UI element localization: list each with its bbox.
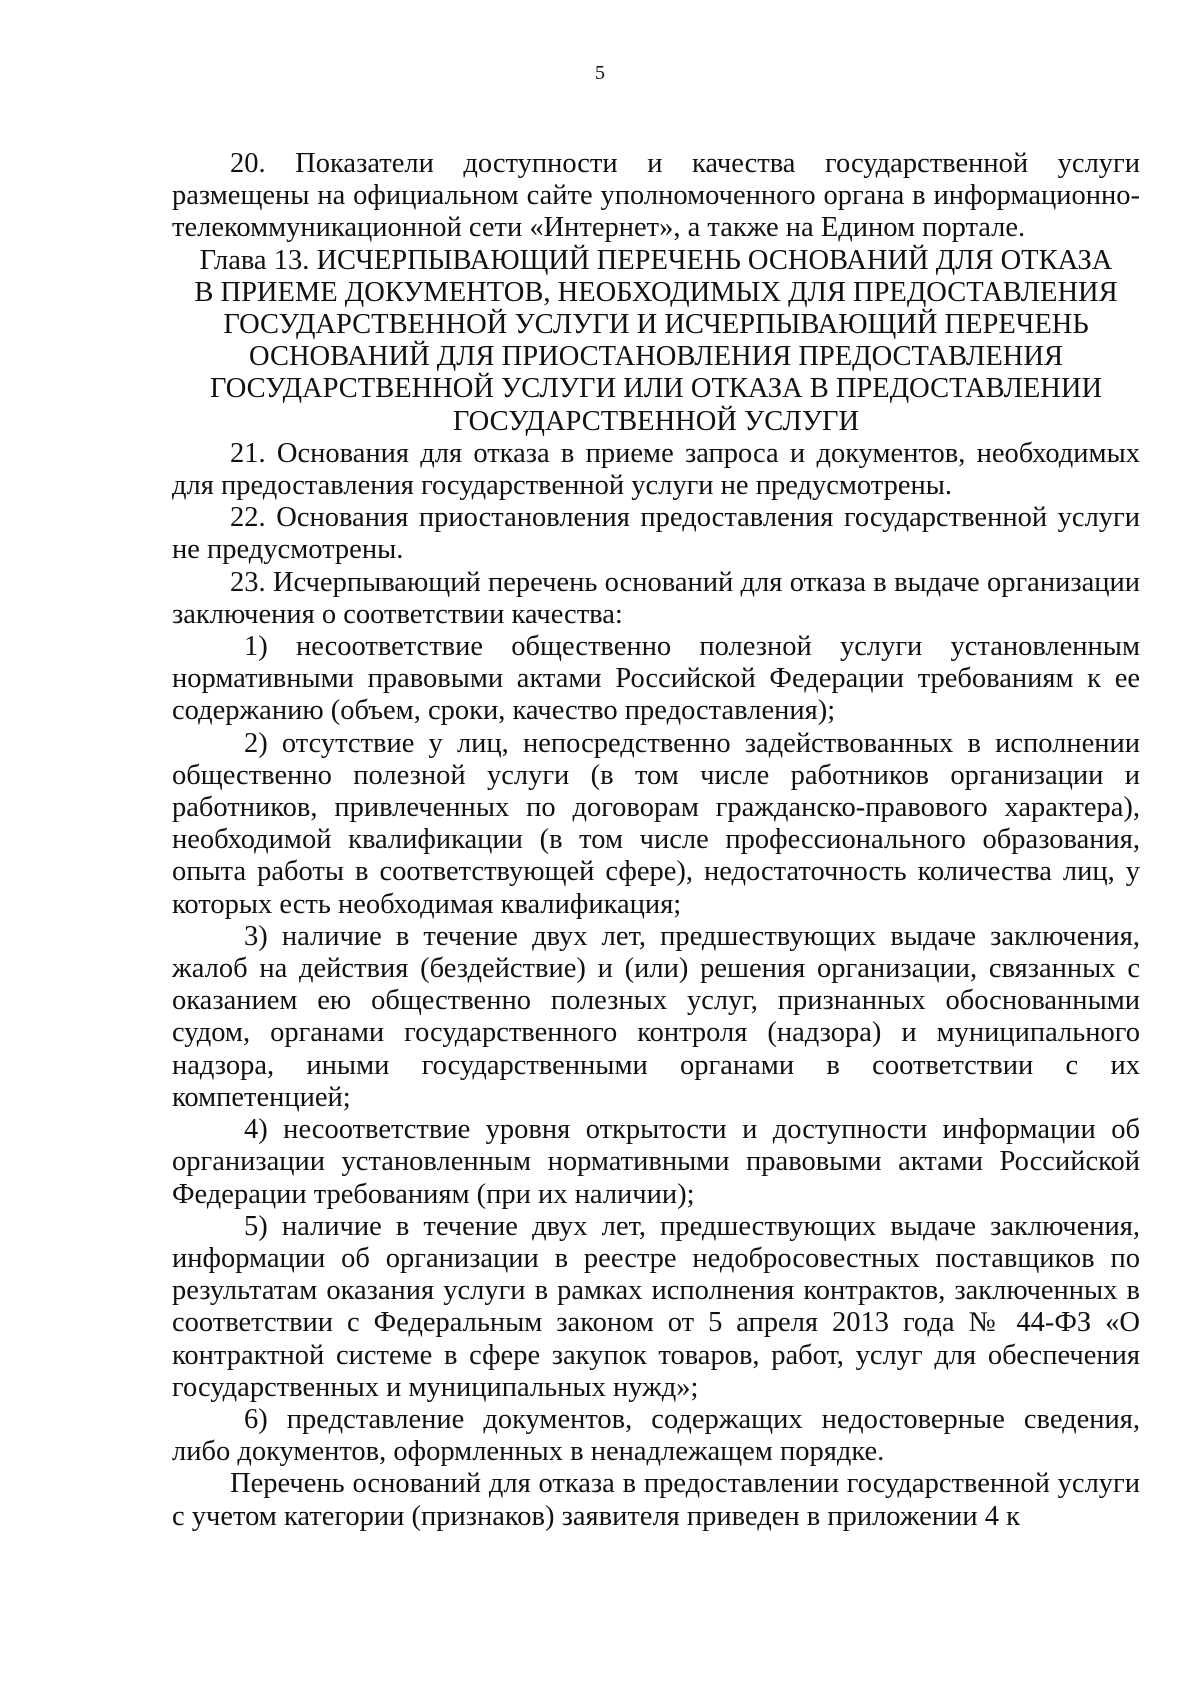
list-item: 1) несоответствие общественно полезной услуги установленным нормативными правовыми актами Российской Федерации требованиям к ее содержанию (объем, сроки, качество предоставления);	[172, 631, 1140, 727]
paragraph-20: 20. Показатели доступности и качества государственной услуги размещены на официальном сайте уполномоченного органа в информационно-телекоммуникационной сети «Интернет», а также на Едином портале.	[172, 148, 1140, 244]
paragraph-23: 23. Исчерпывающий перечень оснований для отказа в выдаче организации заключения о соответствии качества:	[172, 566, 1140, 630]
list-item: 4) несоответствие уровня открытости и доступности информации об организации установленным нормативными правовыми актами Российской Федерации требованиям (при их наличии);	[172, 1114, 1140, 1210]
chapter-title-line: ГОСУДАРСТВЕННОЙ УСЛУГИ ИЛИ ОТКАЗА В ПРЕДОСТАВЛЕНИИ	[209, 373, 1103, 405]
chapter-title-line: Глава 13. ИСЧЕРПЫВАЮЩИЙ ПЕРЕЧЕНЬ ОСНОВАНИЙ ДЛЯ ОТКАЗА	[199, 244, 1113, 276]
chapter-title-line: В ПРИЕМЕ ДОКУМЕНТОВ, НЕОБХОДИМЫХ ДЛЯ ПРЕДОСТАВЛЕНИЯ	[194, 276, 1118, 308]
chapter-title-line: ОСНОВАНИЙ ДЛЯ ПРИОСТАНОВЛЕНИЯ ПРЕДОСТАВЛЕНИЯ	[249, 341, 1063, 373]
chapter-title	[172, 245, 1140, 438]
paragraph-22: 22. Основания приостановления предоставления государственной услуги не предусмотрены.	[172, 502, 1140, 566]
document-body	[172, 148, 1140, 1533]
chapter-title-line: ГОСУДАРСТВЕННОЙ УСЛУГИ И ИСЧЕРПЫВАЮЩИЙ ПЕРЕЧЕНЬ	[223, 309, 1089, 341]
list-item: 6) представление документов, содержащих недостоверные сведения, либо документов, оформленных в ненадлежащем порядке.	[172, 1403, 1140, 1468]
list-item: 2) отсутствие у лиц, непосредственно задействованных в исполнении общественно полезной услуги (в том числе работников организации и работников, привлеченных по договорам гражданско-правового характера), необходимой квалификации (в том числе профессионального образования, опыта работы в соответствующей сфере), недостаточность количества лиц, у которых есть необходимая квалификация;	[172, 727, 1140, 920]
paragraph-21: 21. Основания для отказа в приеме запроса и документов, необходимых для предоставления государственной услуги не предусмотрены.	[172, 437, 1140, 502]
list-item: 5) наличие в течение двух лет, предшествующих выдаче заключения, информации об организации в реестре недобросовестных поставщиков по результатам оказания услуги в рамках исполнения контрактов, заключенных в соответствии с Федеральным законом от 5 апреля 2013 года № 44-ФЗ «О контрактной системе в сфере закупок товаров, работ, услуг для обеспечения государственных и муниципальных нужд»;	[172, 1210, 1140, 1403]
chapter-title-line: ГОСУДАРСТВЕННОЙ УСЛУГИ	[452, 405, 860, 437]
page-number: 5	[595, 62, 605, 84]
list-item: 3) наличие в течение двух лет, предшествующих выдаче заключения, жалоб на действия (бездействие) и (или) решения организации, связанных с оказанием ею общественно полезных услуг, признанных обоснованными судом, органами государственного контроля (надзора) и муниципального надзора, иными государственными органами в соответствии с их компетенцией;	[172, 920, 1140, 1113]
closing-paragraph: Перечень оснований для отказа в предоставлении государственной услуги с учетом категории (признаков) заявителя приведен в приложении 4 к	[172, 1468, 1140, 1532]
